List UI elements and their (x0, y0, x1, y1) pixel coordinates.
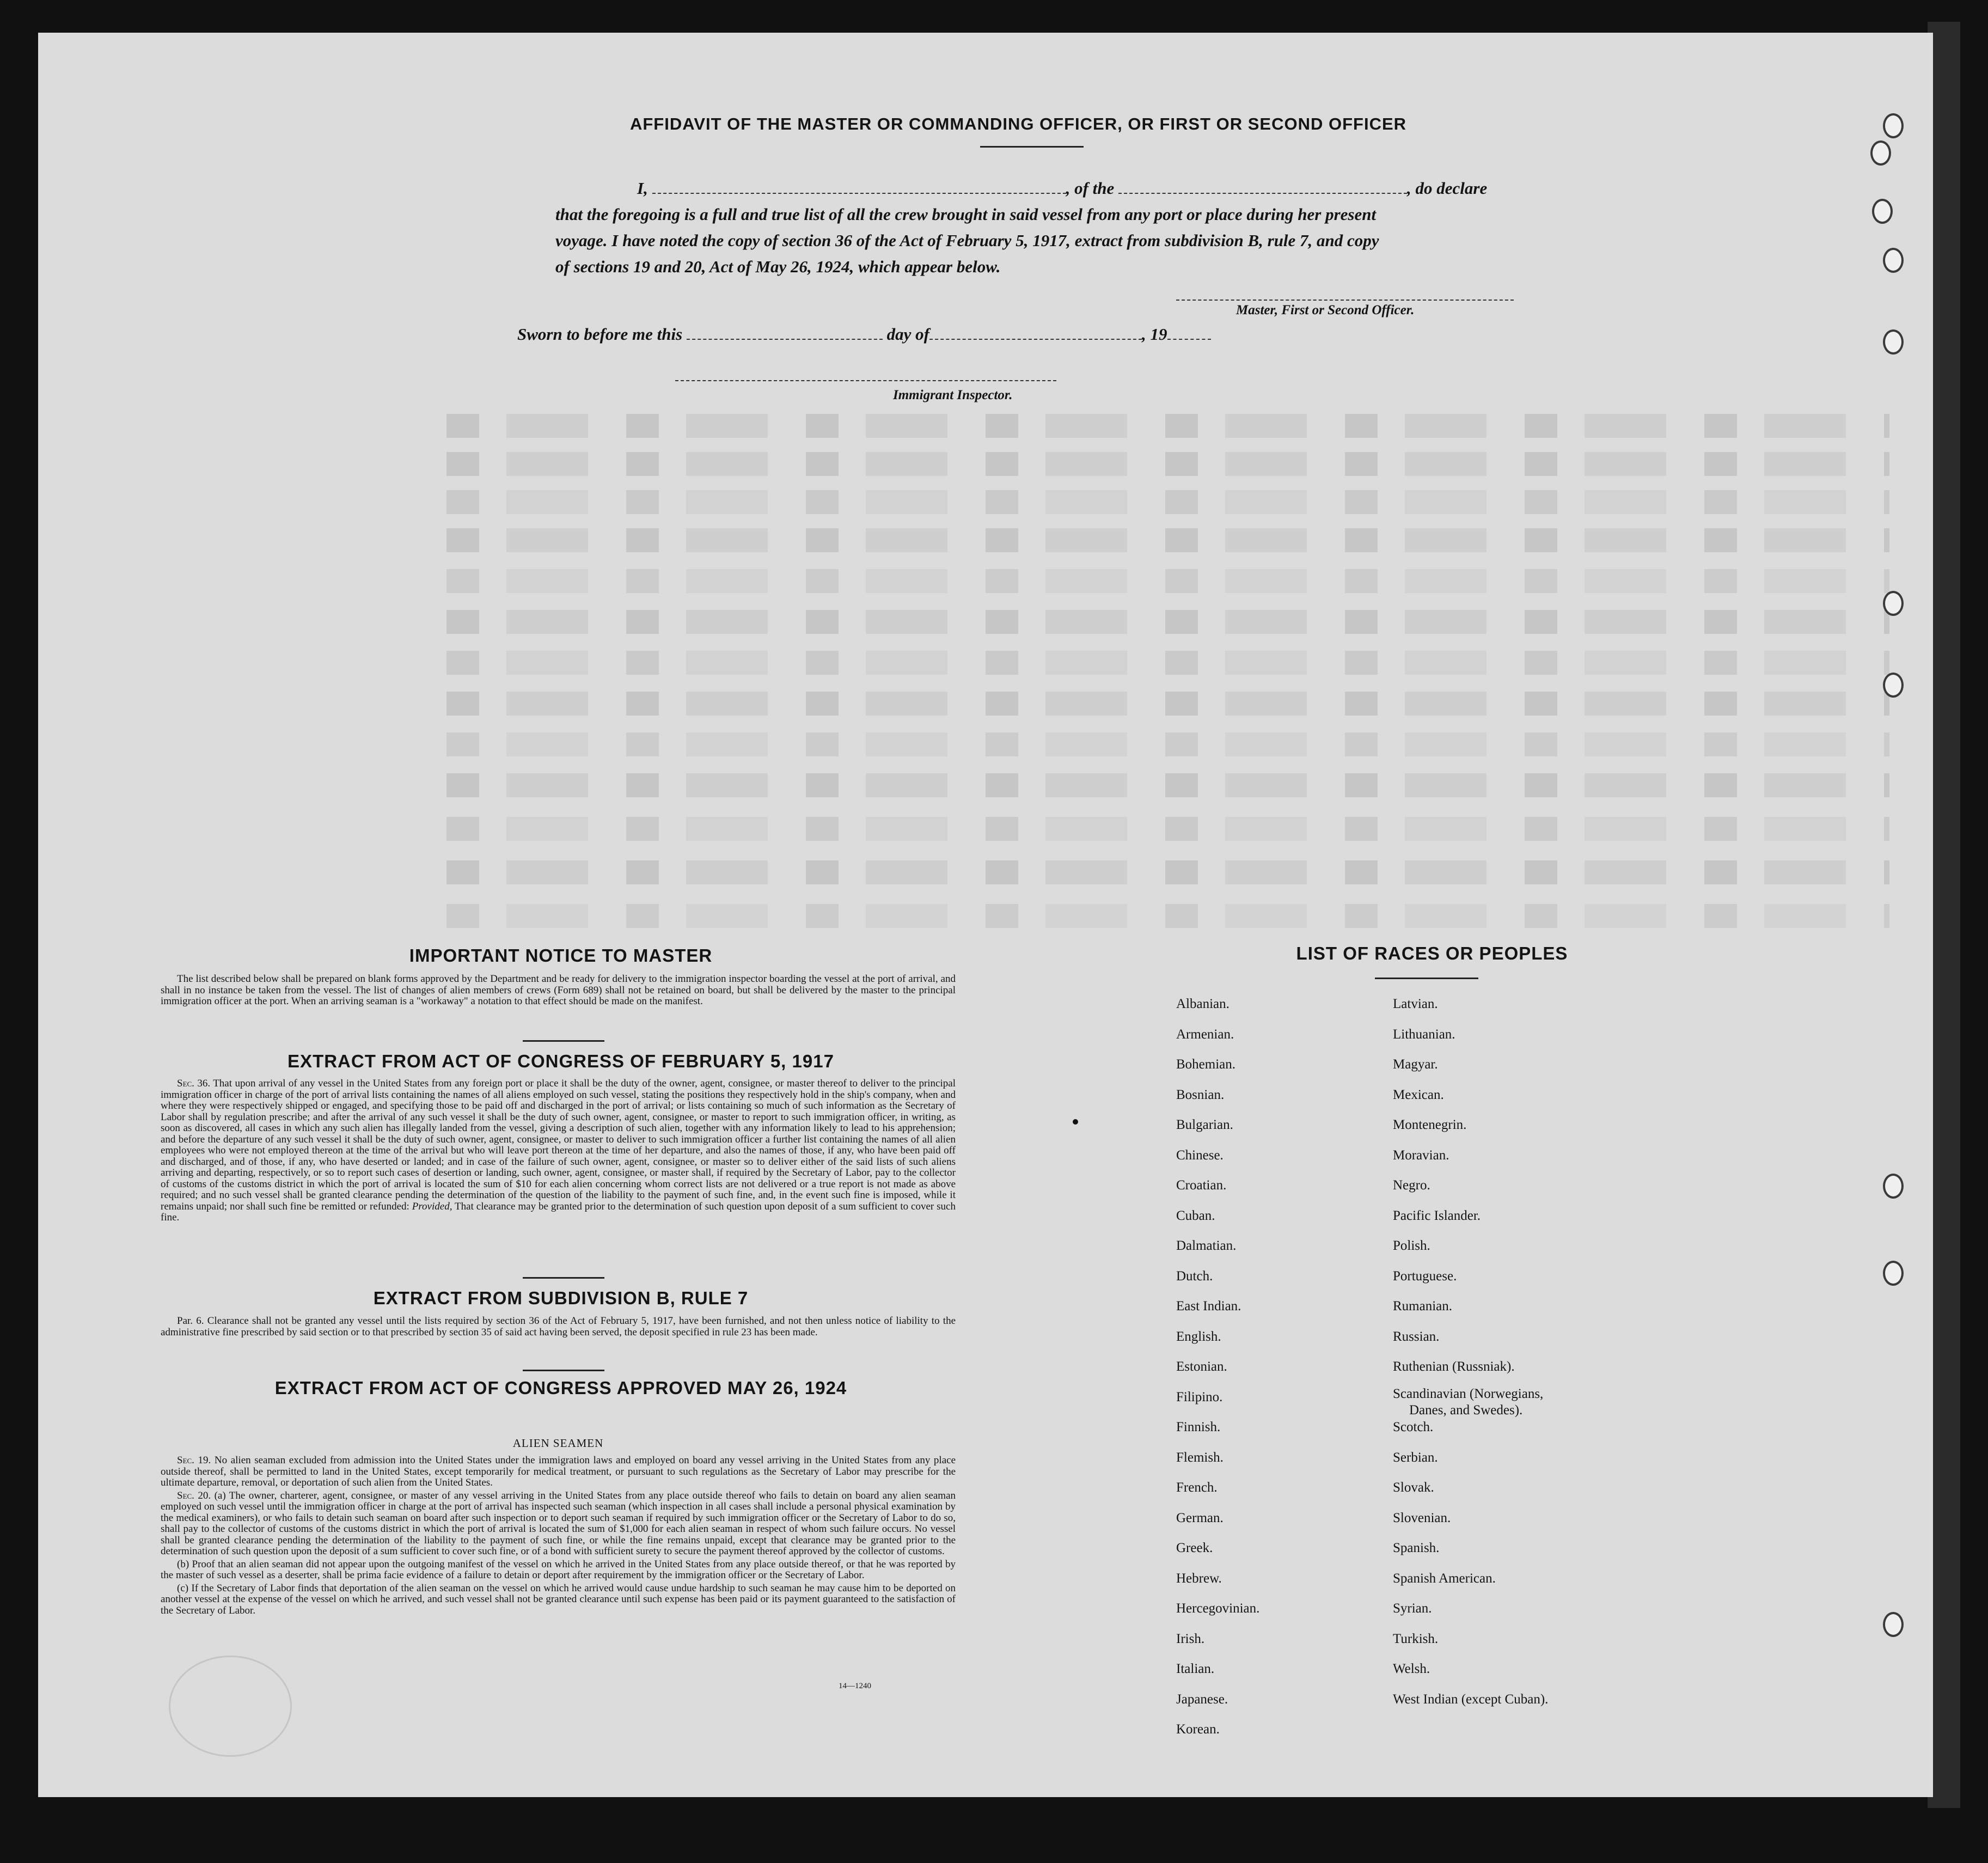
race-item: Japanese. (1176, 1691, 1228, 1707)
race-item: Welsh. (1393, 1662, 1430, 1676)
race-item: Flemish. (1176, 1450, 1224, 1465)
race-item: Russian. (1393, 1329, 1440, 1344)
affidavit-line-2: that the foregoing is a full and true list of all the crew brought in said vessel from any port or place during her present (555, 205, 1377, 224)
bleed-through-row (446, 490, 1889, 514)
affidavit-line-1 (555, 175, 1552, 201)
sec-19-label: Sec. 19. (177, 1455, 211, 1466)
affidavit-title: AFFIDAVIT OF THE MASTER OR COMMANDING OFFICER, OR FIRST OR SECOND OFFICER (629, 114, 1407, 133)
race-item: Bulgarian. (1176, 1117, 1233, 1132)
par-6-text: Clearance shall not be granted any vessel until the lists required by section 36 of the Act of February 5, 1917, have been furnished, and not then unless notice of liability to the administrative fine prescribed by said section or to that prescribed by section 35 of said act having been served, the deposit specified in rule 23 has been made. (161, 1315, 956, 1338)
race-item: West Indian (except Cuban). (1393, 1691, 1549, 1707)
rule-7-text (161, 1316, 956, 1340)
title-rule (1375, 978, 1478, 979)
alien-seamen-subtitle: ALIEN SEAMEN (512, 1437, 604, 1450)
inspector-signature-line[interactable] (675, 380, 1056, 381)
race-item: Scandinavian (Norwegians, (1393, 1386, 1544, 1401)
race-item: Latvian. (1393, 997, 1438, 1011)
notice-text (161, 974, 956, 1009)
race-item: Dutch. (1176, 1268, 1213, 1284)
bleed-through-row (446, 904, 1889, 928)
race-item: Portuguese. (1393, 1268, 1457, 1284)
race-item: Finnish. (1176, 1420, 1221, 1434)
sec-19-paragraph (161, 1455, 956, 1489)
sec-20a-text: (a) The owner, charterer, agent, consignee, or master of any vessel arriving in the United States from any place outside thereof who fails to detain on board any alien seaman employed on such vessel until the immigration officer in charge at the port of arrival has inspected such seaman (which inspection in all cases shall include a personal physical examination by the medical examiners), or who fails to detain such seaman on board after such inspection or to deport such seaman if required by such immigration officer or the Secretary of Labor to do so, shall pay to the collector of customs of the customs district in which the port of arrival is located the sum of $1,000 for each alien seaman in respect of whom such failure occurs. No vessel shall be granted clearance pending the determination of the liability to the payment of such fine, or while the fine remains unpaid, except that clearance may be granted prior to the determination of such question upon the deposit of a sum sufficient to cover such fine, or of a bond with sufficient surety to secure the payment thereof approved by the collector of customs. (161, 1489, 956, 1557)
race-item: Danes, and Swedes). (1409, 1402, 1523, 1418)
bleed-through-row (446, 817, 1889, 841)
sworn-day-field[interactable] (687, 326, 883, 340)
punch-hole (1883, 248, 1904, 273)
race-item: Serbian. (1393, 1450, 1438, 1465)
race-item: Pacific Islander. (1393, 1208, 1481, 1223)
extract-1917-title: EXTRACT FROM ACT OF CONGRESS OF FEBRUARY 5, 1917 (288, 1051, 834, 1071)
race-item: Negro. (1393, 1178, 1430, 1193)
sec-36-paragraph (161, 1078, 956, 1224)
ink-dot (1073, 1119, 1078, 1125)
bleed-through-row (446, 773, 1889, 797)
race-item: Slovak. (1393, 1480, 1434, 1495)
par-6-label: Par. 6. (177, 1315, 204, 1327)
race-item: English. (1176, 1329, 1221, 1344)
notice-paragraph: The list described below shall be prepared on blank forms approved by the Department and be ready for delivery to the immigration inspector boarding the vessel at the port of arrival, and shall in no instance be taken from the vessel. The list of changes of alien members of crews (Form 689) shall not be retained on board, but shall be delivered by the master to the principal immigration officer at the port. When an arriving seaman is a "workaway" a notation to that effect should be made on the manifest. (161, 973, 956, 1007)
sworn-line (517, 321, 1280, 347)
race-item: Montenegrin. (1393, 1117, 1467, 1132)
proviso-label: Provided, (412, 1200, 452, 1212)
race-item: Scotch. (1393, 1420, 1434, 1434)
punch-hole (1883, 673, 1904, 698)
extract-1917-text (161, 1078, 956, 1225)
race-item: Ruthenian (Russniak). (1393, 1359, 1515, 1374)
bleed-through-row (446, 610, 1889, 634)
notice-title: IMPORTANT NOTICE TO MASTER (409, 945, 713, 966)
officer-name-field[interactable] (652, 180, 1066, 194)
punch-hole (1883, 1174, 1904, 1199)
of-the-label: , of the (1066, 179, 1115, 198)
race-item: Armenian. (1176, 1027, 1234, 1042)
races-title: LIST OF RACES OR PEOPLES (1296, 943, 1568, 963)
bleed-through-row (446, 452, 1889, 476)
bleed-through-row (446, 569, 1889, 593)
title-rule (980, 146, 1084, 148)
master-signature-label: Master, First or Second Officer. (1236, 303, 1415, 317)
sworn-year-field[interactable] (1167, 326, 1211, 340)
race-item: Filipino. (1176, 1389, 1223, 1404)
race-item: Irish. (1176, 1631, 1205, 1646)
punch-hole (1883, 591, 1904, 616)
race-item: Lithuanian. (1393, 1027, 1455, 1042)
sec-36-label: Sec. 36. (177, 1078, 211, 1089)
form-number: 14—1240 (839, 1682, 871, 1690)
extract-1924-text (161, 1455, 956, 1618)
race-item: Magyar. (1393, 1057, 1438, 1072)
section-rule (523, 1370, 604, 1371)
race-item: Cuban. (1176, 1208, 1215, 1223)
race-item: Korean. (1176, 1722, 1220, 1737)
sec-20c-paragraph: (c) If the Secretary of Labor finds that deportation of the alien seaman on the vessel on which he arrived would cause undue hardship to such seaman he may cause him to be deported on another vessel at the expense of the vessel on which he arrived, and such vessel shall not be granted clearance until such expense has been paid or its payment guaranteed to the satisfaction of the Secretary of Labor. (161, 1582, 956, 1616)
race-item: Dalmatian. (1176, 1238, 1237, 1253)
bleed-through-row (446, 651, 1889, 675)
section-rule (523, 1040, 604, 1042)
race-item: Spanish. (1393, 1541, 1440, 1555)
punch-hole (1872, 199, 1893, 224)
race-item: Bosnian. (1176, 1087, 1225, 1102)
race-item: Greek. (1176, 1541, 1213, 1555)
race-item: Moravian. (1393, 1147, 1449, 1163)
bleed-through-row (446, 732, 1889, 756)
declare-i-label: I, (637, 179, 648, 198)
year-label: , 19 (1142, 325, 1167, 344)
sworn-label: Sworn to before me this (517, 325, 683, 344)
race-item: Estonian. (1176, 1359, 1227, 1374)
rule-7-title: EXTRACT FROM SUBDIVISION B, RULE 7 (373, 1288, 749, 1308)
vessel-name-field[interactable] (1118, 180, 1407, 194)
sec-36-text: That upon arrival of any vessel in the United States from any foreign port or place it shall be the duty of the owner, agent, consignee, or master thereof to deliver to the principal immigration officer in charge of the port of arrival lists containing the names of all aliens employed on such vessel, stating the positions they respectively hold in the ship's company, when and where they were respectively shipped or engaged, and specifying those to be paid off and discharged in the port of arrival; or lists containing so much of such information as the Secretary of Labor shall by regulation prescribe; and after the arrival of any such vessel it shall be the duty of such owner, agent, consignee, or master to report to such immigration officer, in writing, as soon as discovered, all cases in which any such alien has illegally landed from the vessel, giving a description of such alien, together with any information likely to lead to his apprehension; and before the departure of any such vessel it shall be the duty of such owner, agent, consignee, or master to deliver to such immigration officer a further list containing the names of all alien employees who were not employed thereon at the time of the arrival but who will leave port thereon at the time of her departure, and also the names of those, if any, who have been paid off and discharged, and of those, if any, who have deserted or landed; and in case of the failure of such owner, agent, consignee, or master so to deliver either of the said lists of such aliens arriving and departing, respectively, or so to report such cases of desertion or landing, such owner, agent, consignee, or master shall, if required by the Secretary of Labor, pay to the collector of customs of the customs district in which the port of arrival is located the sum of $10 for each alien concerning whom correct lists are not delivered or a true report is not made as above required; and no such vessel shall be granted clearance pending the determination of the question of the liability to the payment of such fine, and, in the event such fine is imposed, while it remains unpaid; nor shall such fine be remitted or refunded: (161, 1078, 956, 1212)
punch-hole (1883, 1261, 1904, 1286)
bleed-through-row (446, 860, 1889, 884)
section-rule (523, 1277, 604, 1279)
race-item: Polish. (1393, 1238, 1430, 1253)
bleed-through-row (446, 414, 1889, 438)
race-item: French. (1176, 1480, 1218, 1495)
race-item: Spanish American. (1393, 1571, 1496, 1586)
punch-hole (1883, 1612, 1904, 1637)
affidavit-line-3: voyage. I have noted the copy of section 36 of the Act of February 5, 1917, extract from subdivision B, rule 7, and copy (555, 231, 1379, 250)
race-item: Mexican. (1393, 1087, 1444, 1102)
race-item: Hebrew. (1176, 1571, 1222, 1586)
sec-20b-paragraph: (b) Proof that an alien seaman did not appear upon the outgoing manifest of the vessel on which he arrived in the United States from any place outside thereof, or that he was reported by the master of such vessel as a deserter, shall be prima facie evidence of a failure to detain or deport after requirement by the immigration officer or the Secretary of Labor. (161, 1558, 956, 1581)
proviso-text: That clearance may be granted prior to the determination of such question upon deposit of a sum sufficient to cover such fine. (161, 1200, 956, 1223)
bleed-through-row (446, 528, 1889, 552)
sec-20a-paragraph (161, 1491, 956, 1557)
race-item: East Indian. (1176, 1299, 1241, 1314)
race-item: Bohemian. (1176, 1057, 1236, 1072)
race-item: German. (1176, 1510, 1224, 1525)
punch-hole (1870, 141, 1891, 166)
faded-stamp (169, 1656, 292, 1757)
do-declare-label: , do declare (1407, 179, 1488, 198)
race-item: Hercegovinian. (1176, 1601, 1260, 1616)
master-signature-line[interactable] (1176, 300, 1514, 301)
inspector-signature-label: Immigrant Inspector. (893, 388, 1013, 402)
punch-hole (1883, 113, 1904, 138)
race-item: Rumanian. (1393, 1299, 1453, 1314)
sec-19-text: No alien seaman excluded from admission into the United States under the immigration laws and employed on board any vessel arriving in the United States from any place outside thereof, shall be permitted to land in the United States, except temporarily for medical treatment, or pursuant to such regulations as the Secretary of Labor may prescribe for the ultimate departure, removal, or deportation of such alien from the United States. (161, 1455, 956, 1488)
race-item: Chinese. (1176, 1147, 1224, 1163)
race-item: Albanian. (1176, 997, 1229, 1011)
extract-1924-title: EXTRACT FROM ACT OF CONGRESS APPROVED MAY 26, 1924 (274, 1378, 847, 1398)
race-item: Turkish. (1393, 1631, 1439, 1646)
bleed-through-row (446, 692, 1889, 716)
sec-20-label: Sec. 20. (177, 1489, 211, 1501)
race-item: Italian. (1176, 1662, 1215, 1676)
punch-hole (1883, 329, 1904, 355)
race-item: Croatian. (1176, 1178, 1227, 1193)
race-item: Syrian. (1393, 1601, 1432, 1616)
document-page (38, 33, 1933, 1797)
par-6-paragraph (161, 1316, 956, 1338)
day-of-label: day of (886, 325, 929, 344)
affidavit-line-4: of sections 19 and 20, Act of May 26, 1924, which appear below. (555, 257, 1001, 276)
sworn-month-field[interactable] (929, 326, 1142, 340)
race-item: Slovenian. (1393, 1510, 1451, 1525)
